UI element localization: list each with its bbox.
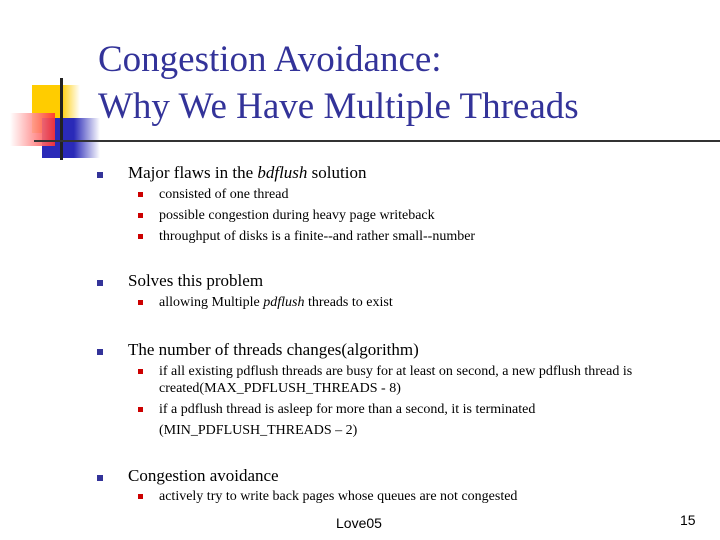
bullet-icon: [138, 369, 143, 374]
bullet-icon: [138, 494, 143, 499]
bullet-icon: [138, 234, 143, 239]
page-number: 15: [680, 512, 696, 528]
bullet-icon: [138, 300, 143, 305]
list-item: if all existing pdflush threads are busy for at least on second, a new pdflush thread is: [159, 364, 633, 379]
bullet-icon: [97, 475, 103, 481]
title-line-2: Why We Have Multiple Threads: [98, 86, 579, 127]
list-item: allowing Multiple pdflush threads to exist: [159, 295, 393, 310]
bullet-icon: [97, 172, 103, 178]
heading-solves: Solves this problem: [128, 271, 264, 290]
bullet-icon: [138, 192, 143, 197]
bullet-icon: [138, 407, 143, 412]
bullet-icon: [138, 213, 143, 218]
title-line-1: Congestion Avoidance:: [98, 39, 442, 80]
list-item: if a pdflush thread is asleep for more than a second, it is terminated: [159, 402, 536, 417]
list-item-cont: created(MAX_PDFLUSH_THREADS - 8): [159, 381, 401, 396]
list-item: throughput of disks is a finite--and rather small--number: [159, 229, 476, 244]
bullet-icon: [97, 280, 103, 286]
list-item: consisted of one thread: [159, 187, 289, 202]
footer-text: Love05: [336, 515, 382, 531]
heading-major-flaws: Major flaws in the bdflush solution: [128, 163, 367, 182]
list-item: possible congestion during heavy page writeback: [159, 208, 435, 223]
heading-congestion-avoidance: Congestion avoidance: [128, 466, 279, 485]
list-item: actively try to write back pages whose queues are not congested: [159, 489, 518, 504]
bullet-icon: [97, 349, 103, 355]
list-item-cont: (MIN_PDFLUSH_THREADS – 2): [159, 423, 358, 438]
heading-threads-algorithm: The number of threads changes(algorithm): [128, 340, 419, 359]
